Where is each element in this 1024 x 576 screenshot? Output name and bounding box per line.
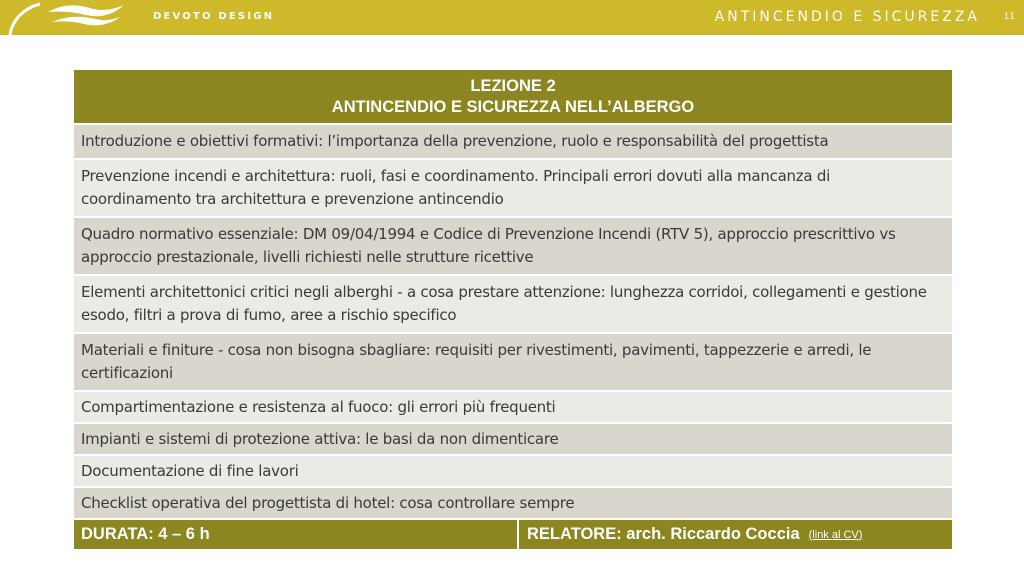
topic-row: Impianti e sistemi di protezione attiva: le basi da non dimenticare xyxy=(74,424,952,456)
speaker-cell xyxy=(519,520,952,549)
topic-row: Introduzione e obiettivi formativi: l’importanza della prevenzione, ruolo e responsabilità del progettista xyxy=(74,125,952,160)
lesson-number: LEZIONE 2 xyxy=(470,77,556,95)
topic-row: Documentazione di fine lavori xyxy=(74,456,952,488)
topic-row: Materiali e finiture - cosa non bisogna sbagliare: requisiti per rivestimenti, pavimenti, tappezzerie e arredi, le certificazioni xyxy=(74,334,952,392)
page-number: 11 xyxy=(1003,12,1015,22)
duration-label: DURATA: 4 – 6 h xyxy=(74,520,519,549)
lesson-footer xyxy=(74,520,952,549)
section-title: ANTINCENDIO E SICUREZZA xyxy=(714,9,980,25)
cv-link[interactable]: (link al CV) xyxy=(808,528,863,541)
brand-logo-icon xyxy=(0,0,140,35)
topic-row: Quadro normativo essenziale: DM 09/04/1994 e Codice di Prevenzione Incendi (RTV 5), approccio prescrittivo vs approccio prestazionale, livelli richiesti nelle strutture ricettive xyxy=(74,218,952,276)
lesson-header xyxy=(74,70,952,125)
speaker-label: RELATORE: arch. Riccardo Coccia xyxy=(527,525,800,543)
brand-name: DEVOTO DESIGN xyxy=(153,11,275,22)
topic-row: Prevenzione incendi e architettura: ruoli, fasi e coordinamento. Principali errori dovuti alla mancanza di coordinamento tra architettura e prevenzione antincendio xyxy=(74,160,952,218)
top-banner xyxy=(0,0,1024,35)
topic-row: Compartimentazione e resistenza al fuoco: gli errori più frequenti xyxy=(74,392,952,424)
topic-row: Elementi architettonici critici negli alberghi - a cosa prestare attenzione: lunghezza corridoi, collegamenti e gestione esodo, filtri a prova di fumo, aree a rischio specifico xyxy=(74,276,952,334)
lesson-card xyxy=(73,69,953,550)
topic-row: Checklist operativa del progettista di hotel: cosa controllare sempre xyxy=(74,488,952,520)
lesson-title: ANTINCENDIO E SICUREZZA NELL’ALBERGO xyxy=(331,98,695,116)
